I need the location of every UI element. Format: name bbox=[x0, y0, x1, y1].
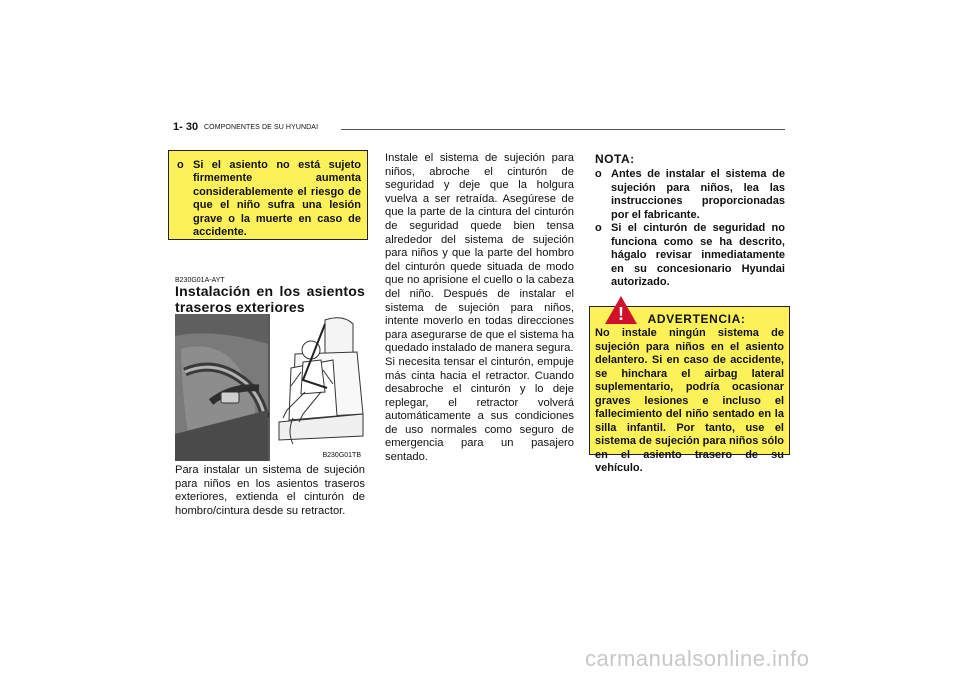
nota-title: NOTA: bbox=[595, 152, 635, 166]
warning-item bbox=[177, 159, 361, 239]
section-heading: Instalación en los asientos traseros exteriores bbox=[175, 283, 365, 315]
warning-symbol: ! bbox=[618, 304, 624, 324]
nota-item bbox=[595, 168, 785, 222]
nota-item-text: Si el cinturón de seguridad no funciona como se ha descrito, hágalo revisar inmediatamente en su concesionario Hyundai autorizado. bbox=[611, 222, 785, 288]
nota-item-text: Antes de instalar el sistema de sujeción para niños, lea las instrucciones proporcionadas por el fabricante. bbox=[611, 168, 785, 221]
tension-instructions-paragraph: Si necesita tensar el cinturón, empuje más cinta hacia el retractor. Cuando desabroche el cinturón y lo deje replegar, el retractor volverá automáticamente a sus condiciones de uso normales como seguro de emergencia para un pasajero sentado. bbox=[385, 355, 574, 464]
section-title: COMPONENTES DE SU HYUNDAI bbox=[204, 124, 319, 131]
bullet: o bbox=[177, 159, 184, 171]
bullet: o bbox=[595, 222, 602, 234]
page-number: 1- 30 bbox=[173, 121, 199, 133]
child-seat-illustration bbox=[175, 314, 365, 461]
warning-box-seat-fastening bbox=[168, 150, 368, 240]
installation-paragraph: Para instalar un sistema de sujeción para niños en los asientos traseros exteriores, extienda el cinturón de hombro/cintura desde su retractor. bbox=[175, 464, 365, 517]
install-instructions-paragraph: Instale el sistema de sujeción para niños, abroche el cinturón de seguridad y deje que la holgura vuelva a ser retraída. Asegúrese de que la parte de la cintura del cinturón de seguridad quede bien tensa alrededor del sistema de sujeción para niños y que la parte del hombro del cinturón quede situada de modo que no aprisione el cuello o la cabeza del niño. Después de instalar el sistema de sujeción para niños, intente moverlo en todas direcciones para asegurarse de que el sistema ha quedado instalado de manera segura. bbox=[385, 152, 574, 355]
figure-caption: B230G01TB bbox=[322, 452, 361, 459]
child-seat-drawing bbox=[175, 314, 365, 461]
header-rule bbox=[341, 129, 785, 130]
page-header bbox=[173, 123, 785, 135]
column-2-body bbox=[385, 152, 574, 465]
warning-triangle-icon bbox=[604, 295, 638, 325]
warning-title: ADVERTENCIA: bbox=[647, 312, 746, 326]
watermark: carmanualsonline.info bbox=[585, 646, 810, 671]
warning-text: Si el asiento no está sujeto firmemente aumenta considerablemente el riesgo de que el niño sufra una lesión grave o la muerte en caso de accidente. bbox=[193, 159, 361, 239]
warning-text: No instale ningún sistema de sujeción para niños en el asiento delantero. Si en caso de accidente, se hinchara el airbag lateral suplementario, podría ocasionar graves lesiones e incluso el fallecimiento del niño sentado en la silla infantil. Por tanto, use el sistema de sujeción para niños sólo en el asiento trasero de su vehículo. bbox=[595, 327, 784, 474]
nota-item bbox=[595, 222, 785, 290]
section-code: B230G01A-AYT bbox=[175, 277, 225, 284]
bullet: o bbox=[595, 168, 602, 180]
nota-section bbox=[595, 152, 785, 290]
warning-box-front-seat bbox=[589, 304, 790, 474]
